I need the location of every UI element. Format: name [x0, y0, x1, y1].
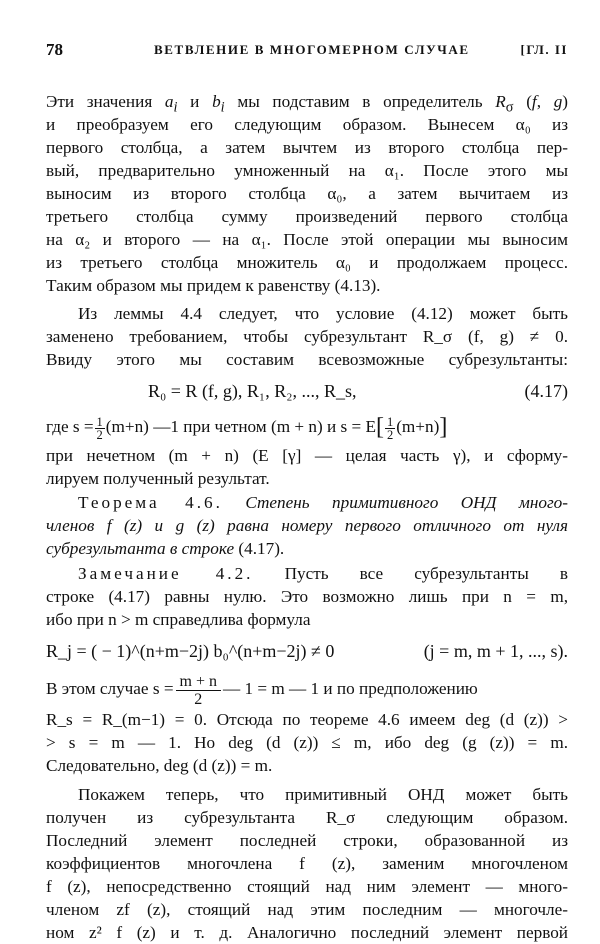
para1-line-9: Таким образом мы придем к равенству (4.13). [46, 276, 381, 295]
theorem-text-1: Степень примитивного ОНД много- [245, 493, 568, 512]
where-line-3: лируем полученный результат. [46, 469, 270, 488]
para1-line-7: на α₂ и второго — на α₁. После этой операции мы выносим [46, 230, 568, 249]
para1-line-6: третьего столбца сумму произведений первого столбца [46, 207, 568, 226]
para3-line-1: Покажем теперь, что примитивный ОНД может быть [78, 785, 568, 804]
para3-line-7: ном z² f (z) и т. д. Аналогично последний элемент первой [46, 923, 568, 942]
para2-line-2: заменено требованием, чтобы субрезультант R_σ (f, g) ≠ 0. [46, 327, 568, 346]
para2-line-1: Из леммы 4.4 следует, что условие (4.12) может быть [78, 304, 568, 323]
theorem-line-3: субрезультанта в строке (4.17). [46, 539, 285, 558]
page-header [46, 40, 568, 66]
where-line-1: где s = $\frac{1}{2}$ (m+n) —1 при четном (m + n) и s = E[ $\frac{1}{2}$ (m+n)] [46, 414, 448, 442]
running-title: ВЕТВЛЕНИЕ В МНОГОМЕРНОМ СЛУЧАЕ [154, 42, 470, 57]
para3-line-6: членом zf (z), стоящий над этим последним — многочле- [46, 900, 568, 919]
equation-rj-left: R_j = ( − 1)^(n+m−2j) b₀^(n+m−2j) ≠ 0 [46, 641, 335, 661]
case-line-4: Следовательно, deg (d (z)) = m. [46, 756, 273, 775]
para1-line-2: и преобразуем его следующим образом. Вынесем α₀ из [46, 115, 568, 134]
where-tail: (m+n) [396, 417, 440, 436]
book-page [46, 40, 569, 942]
half-fraction: $\frac{1}{2}$ [96, 414, 103, 442]
para3-line-3: Последний элемент последней строки, образованной из [46, 831, 568, 850]
remark-line-2: строке (4.17) равны нулю. Это возможно лишь при n = m, [46, 587, 568, 606]
equation-4-17-number: (4.17) [524, 381, 568, 401]
where-mid: (m+n) —1 при четном (m + n) и s = E [105, 417, 376, 436]
remark-line-3: ибо при n > m справедлива формула [46, 610, 311, 629]
where-lead: где s = [46, 417, 94, 436]
para1-line-4: вый, предварительно умноженный на α₁. После этого мы [46, 161, 568, 180]
remark-label: Замечание 4.2. [78, 564, 254, 583]
theorem-line-2: членов f (z) и g (z) равна номеру первого отличного от нуля [46, 516, 568, 535]
para3-line-4: коэффициентов многочлена f (z), заменим многочленом [46, 854, 568, 873]
case-line-3: > s = m — 1. Но deg (d (z)) ≤ m, ибо deg (g (z)) = m. [46, 733, 568, 752]
theorem-line-1 [46, 491, 568, 514]
theorem-label: Теорема 4.6. [78, 493, 223, 512]
para1-line-3: первого столбца, а затем вычтем из второго столбца пер- [46, 138, 568, 157]
para2-line-3: Ввиду этого мы составим всевозможные субрезультанты: [46, 350, 568, 369]
para1-line-1: Эти значения $a_i$ и $b_i$ мы подставим в определитель $R_\sigma$ (f, g) [46, 92, 569, 116]
remark-line-1: Замечание 4.2. Пусть все субрезультанты в [78, 564, 568, 583]
para3-line-5: f (z), непосредственно стоящий над ним элемент — много- [46, 877, 568, 896]
equation-4-17-formula: R₀ = R (f, g), R₁, R₂, ..., R_s, [148, 381, 357, 401]
chapter-label: [ГЛ. II [520, 42, 568, 57]
page-number: 78 [46, 40, 63, 59]
case-fraction: $\frac{m + n}{2}$ [176, 673, 221, 708]
para1-line-8: из третьего столбца множитель α₀ и продолжаем процесс. [46, 253, 568, 272]
para3-line-2: получен из субрезультанта R_σ следующим образом. [46, 808, 568, 827]
case-line-1: В этом случае s = $\frac{m + n}{2}$ — 1 = m — 1 и по предположению [46, 672, 478, 708]
equation-rj-right: (j = m, m + 1, ..., s). [423, 641, 568, 661]
para1-line-5: выносим из второго столбца α₀, а затем вычитаем из [46, 184, 568, 203]
half-fraction-2: $\frac{1}{2}$ [386, 414, 394, 442]
where-line-2: при нечетном (m + n) (E [γ] — целая часть γ), и сформу- [46, 446, 568, 465]
case-line-2: R_s = R_(m−1) = 0. Отсюда по теореме 4.6 имеем deg (d (z)) > [46, 710, 568, 729]
